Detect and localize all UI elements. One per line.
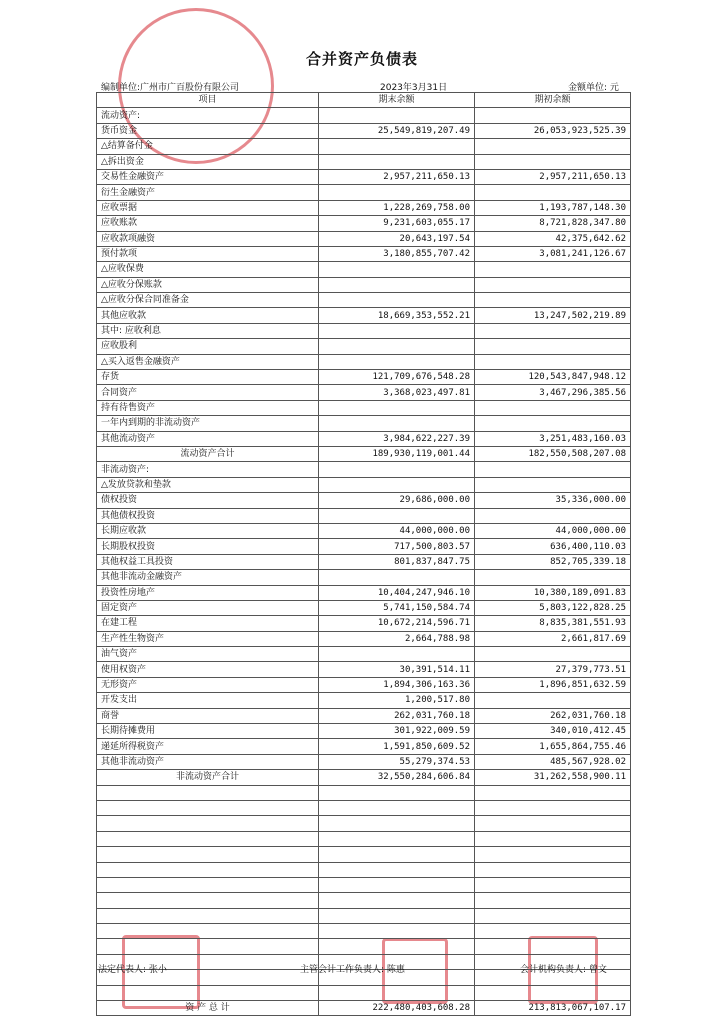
row-begin-balance: 42,375,642.62 [475, 231, 631, 246]
row-item-name: 一年内到期的非流动资产 [97, 416, 319, 431]
row-item-name: △应收分保账款 [97, 277, 319, 292]
table-header-row [97, 93, 631, 108]
row-end-balance [319, 908, 475, 923]
col-header-item: 项目 [97, 93, 319, 108]
row-item-name [97, 985, 319, 1000]
row-item-name: 衍生金融资产 [97, 185, 319, 200]
row-begin-balance [475, 477, 631, 492]
row-item-name: 应收票据 [97, 200, 319, 215]
row-begin-balance [475, 400, 631, 415]
row-item-name: △拆出资金 [97, 154, 319, 169]
row-item-name: 应收股利 [97, 339, 319, 354]
table-row [97, 216, 631, 231]
row-end-balance: 1,894,306,163.36 [319, 677, 475, 692]
row-end-balance: 189,930,119,001.44 [319, 446, 475, 461]
row-item-name: 其他非流动金融资产 [97, 570, 319, 585]
row-item-name: 无形资产 [97, 677, 319, 692]
row-item-name: 递延所得税资产 [97, 739, 319, 754]
row-item-name: 流动资产: [97, 108, 319, 123]
table-row [97, 554, 631, 569]
row-end-balance: 1,228,269,758.00 [319, 200, 475, 215]
row-end-balance: 29,686,000.00 [319, 493, 475, 508]
row-begin-balance: 44,000,000.00 [475, 523, 631, 538]
table-row [97, 385, 631, 400]
row-begin-balance [475, 293, 631, 308]
table-row [97, 662, 631, 677]
row-begin-balance: 1,896,851,632.59 [475, 677, 631, 692]
row-end-balance: 801,837,847.75 [319, 554, 475, 569]
row-begin-balance: 2,957,211,650.13 [475, 169, 631, 184]
table-row [97, 647, 631, 662]
row-begin-balance [475, 847, 631, 862]
row-begin-balance [475, 785, 631, 800]
row-begin-balance [475, 800, 631, 815]
row-item-name: 非流动资产: [97, 462, 319, 477]
row-begin-balance: 3,467,296,385.56 [475, 385, 631, 400]
row-end-balance: 222,480,403,608.28 [319, 1001, 475, 1016]
row-begin-balance: 213,813,067,107.17 [475, 1001, 631, 1016]
company-name: 广州市广百股份有限公司 [140, 83, 240, 93]
row-begin-balance [475, 339, 631, 354]
table-row [97, 693, 631, 708]
table-row [97, 277, 631, 292]
row-end-balance [319, 339, 475, 354]
row-begin-balance: 8,721,828,347.80 [475, 216, 631, 231]
row-item-name: △结算备付金 [97, 139, 319, 154]
row-end-balance: 3,984,622,227.39 [319, 431, 475, 446]
table-row [97, 523, 631, 538]
table-row [97, 262, 631, 277]
row-item-name: 其他权益工具投资 [97, 554, 319, 569]
row-begin-balance [475, 108, 631, 123]
row-end-balance [319, 462, 475, 477]
table-row [97, 708, 631, 723]
row-end-balance: 18,669,353,552.21 [319, 308, 475, 323]
row-begin-balance [475, 647, 631, 662]
row-end-balance: 1,591,850,609.52 [319, 739, 475, 754]
row-item-name: 资 产 总 计 [97, 1001, 319, 1016]
row-end-balance: 30,391,514.11 [319, 662, 475, 677]
table-row [97, 1001, 631, 1016]
row-begin-balance: 10,380,189,091.83 [475, 585, 631, 600]
row-end-balance: 717,500,803.57 [319, 539, 475, 554]
row-begin-balance [475, 154, 631, 169]
row-begin-balance: 120,543,847,948.12 [475, 370, 631, 385]
balance-sheet-table [96, 92, 631, 1016]
accounting-head: 主管会计工作负责人: 陈惠 [300, 965, 405, 975]
row-begin-balance: 182,550,508,207.08 [475, 446, 631, 461]
table-row [97, 893, 631, 908]
table-row [97, 570, 631, 585]
col-header-end-balance: 期末余额 [319, 93, 475, 108]
table-row [97, 539, 631, 554]
row-begin-balance [475, 462, 631, 477]
table-row [97, 431, 631, 446]
row-begin-balance: 27,379,773.51 [475, 662, 631, 677]
row-begin-balance [475, 323, 631, 338]
table-row [97, 631, 631, 646]
table-row [97, 308, 631, 323]
row-item-name: △发放贷款和垫款 [97, 477, 319, 492]
row-end-balance [319, 831, 475, 846]
table-row [97, 446, 631, 461]
row-end-balance: 20,643,197.54 [319, 231, 475, 246]
row-begin-balance: 8,835,381,551.93 [475, 616, 631, 631]
row-item-name: 开发支出 [97, 693, 319, 708]
row-end-balance: 32,550,284,606.84 [319, 770, 475, 785]
row-end-balance [319, 416, 475, 431]
row-item-name: 非流动资产合计 [97, 770, 319, 785]
row-end-balance [319, 108, 475, 123]
row-begin-balance: 3,081,241,126.67 [475, 246, 631, 261]
table-row [97, 493, 631, 508]
row-item-name: 长期待摊费用 [97, 724, 319, 739]
row-end-balance: 5,741,150,584.74 [319, 600, 475, 615]
row-item-name: △应收保费 [97, 262, 319, 277]
table-row [97, 677, 631, 692]
row-item-name: △应收分保合同准备金 [97, 293, 319, 308]
table-row [97, 600, 631, 615]
row-begin-balance: 340,010,412.45 [475, 724, 631, 739]
row-end-balance: 10,404,247,946.10 [319, 585, 475, 600]
row-begin-balance [475, 985, 631, 1000]
row-end-balance [319, 785, 475, 800]
row-end-balance [319, 154, 475, 169]
table-row [97, 139, 631, 154]
row-end-balance: 1,200,517.80 [319, 693, 475, 708]
row-begin-balance: 1,655,864,755.46 [475, 739, 631, 754]
row-item-name: 预付款项 [97, 246, 319, 261]
row-begin-balance: 13,247,502,219.89 [475, 308, 631, 323]
row-end-balance [319, 985, 475, 1000]
row-item-name: 长期股权投资 [97, 539, 319, 554]
row-end-balance: 44,000,000.00 [319, 523, 475, 538]
row-begin-balance: 636,400,110.03 [475, 539, 631, 554]
row-begin-balance [475, 924, 631, 939]
table-row [97, 462, 631, 477]
row-end-balance [319, 924, 475, 939]
table-row [97, 370, 631, 385]
row-item-name: 流动资产合计 [97, 446, 319, 461]
row-end-balance [319, 400, 475, 415]
table-row [97, 477, 631, 492]
row-end-balance [319, 816, 475, 831]
row-item-name: 使用权资产 [97, 662, 319, 677]
accounting-dept-head: 会计机构负责人: 曾文 [520, 965, 607, 975]
row-item-name: 其他非流动资产 [97, 754, 319, 769]
row-end-balance [319, 862, 475, 877]
row-end-balance [319, 570, 475, 585]
table-row [97, 246, 631, 261]
row-item-name: 货币资金 [97, 123, 319, 138]
row-item-name: 在建工程 [97, 616, 319, 631]
row-begin-balance [475, 693, 631, 708]
row-end-balance: 301,922,009.59 [319, 724, 475, 739]
table-row [97, 724, 631, 739]
col-header-begin-balance: 期初余额 [475, 93, 631, 108]
row-begin-balance [475, 416, 631, 431]
row-end-balance [319, 262, 475, 277]
page-title: 合并资产负债表 [305, 50, 418, 68]
row-item-name: 长期应收款 [97, 523, 319, 538]
table-row [97, 924, 631, 939]
row-end-balance [319, 877, 475, 892]
table-row [97, 585, 631, 600]
row-begin-balance [475, 908, 631, 923]
row-item-name: 存货 [97, 370, 319, 385]
row-item-name: 应收账款 [97, 216, 319, 231]
row-begin-balance: 2,661,817.69 [475, 631, 631, 646]
legal-representative: 法定代表人: 张小 [98, 965, 167, 975]
row-begin-balance: 5,803,122,828.25 [475, 600, 631, 615]
row-item-name [97, 908, 319, 923]
row-begin-balance: 31,262,558,900.11 [475, 770, 631, 785]
row-end-balance [319, 185, 475, 200]
row-item-name: 投资性房地产 [97, 585, 319, 600]
row-item-name [97, 939, 319, 954]
unit-prefix: 编制单位: [101, 83, 141, 93]
row-begin-balance [475, 262, 631, 277]
row-end-balance: 2,664,788.98 [319, 631, 475, 646]
row-end-balance: 25,549,819,207.49 [319, 123, 475, 138]
table-row [97, 508, 631, 523]
row-begin-balance: 852,705,339.18 [475, 554, 631, 569]
row-begin-balance [475, 816, 631, 831]
row-begin-balance [475, 877, 631, 892]
row-item-name [97, 893, 319, 908]
row-end-balance: 9,231,603,055.17 [319, 216, 475, 231]
table-row [97, 200, 631, 215]
table-row [97, 862, 631, 877]
row-end-balance: 3,180,855,707.42 [319, 246, 475, 261]
table-row [97, 800, 631, 815]
row-item-name [97, 785, 319, 800]
row-item-name [97, 924, 319, 939]
row-begin-balance: 485,567,928.02 [475, 754, 631, 769]
row-item-name: 合同资产 [97, 385, 319, 400]
row-end-balance [319, 939, 475, 954]
row-item-name [97, 831, 319, 846]
row-item-name: 生产性生物资产 [97, 631, 319, 646]
row-end-balance [319, 893, 475, 908]
table-row [97, 785, 631, 800]
table-row [97, 770, 631, 785]
table-row [97, 354, 631, 369]
row-begin-balance [475, 277, 631, 292]
table-row [97, 123, 631, 138]
table-row [97, 154, 631, 169]
row-begin-balance [475, 893, 631, 908]
row-item-name: 应收款项融资 [97, 231, 319, 246]
table-row [97, 908, 631, 923]
row-item-name: 其他债权投资 [97, 508, 319, 523]
row-item-name [97, 877, 319, 892]
row-end-balance [319, 354, 475, 369]
currency-unit: 金额单位: 元 [568, 83, 619, 93]
row-item-name: 固定资产 [97, 600, 319, 615]
row-end-balance [319, 847, 475, 862]
row-end-balance [319, 647, 475, 662]
row-item-name: △买入返售金融资产 [97, 354, 319, 369]
row-end-balance: 262,031,760.18 [319, 708, 475, 723]
row-begin-balance [475, 862, 631, 877]
table-row [97, 816, 631, 831]
row-end-balance: 2,957,211,650.13 [319, 169, 475, 184]
row-end-balance [319, 477, 475, 492]
table-row [97, 185, 631, 200]
row-end-balance [319, 139, 475, 154]
row-begin-balance: 1,193,787,148.30 [475, 200, 631, 215]
table-row [97, 293, 631, 308]
table-row [97, 169, 631, 184]
table-row [97, 831, 631, 846]
table-row [97, 231, 631, 246]
table-row [97, 400, 631, 415]
row-item-name [97, 847, 319, 862]
table-row [97, 108, 631, 123]
table-row [97, 847, 631, 862]
row-end-balance [319, 277, 475, 292]
row-begin-balance [475, 508, 631, 523]
row-item-name: 商誉 [97, 708, 319, 723]
table-row [97, 416, 631, 431]
row-begin-balance: 35,336,000.00 [475, 493, 631, 508]
row-end-balance [319, 293, 475, 308]
table-row [97, 754, 631, 769]
row-item-name: 其他应收款 [97, 308, 319, 323]
table-row [97, 985, 631, 1000]
row-item-name [97, 862, 319, 877]
row-begin-balance [475, 570, 631, 585]
row-end-balance [319, 508, 475, 523]
row-item-name [97, 800, 319, 815]
row-begin-balance: 262,031,760.18 [475, 708, 631, 723]
row-begin-balance [475, 831, 631, 846]
row-begin-balance [475, 354, 631, 369]
row-item-name: 其中: 应收利息 [97, 323, 319, 338]
row-begin-balance: 3,251,483,160.03 [475, 431, 631, 446]
row-begin-balance [475, 185, 631, 200]
table-row [97, 877, 631, 892]
row-begin-balance [475, 939, 631, 954]
row-item-name: 其他流动资产 [97, 431, 319, 446]
row-end-balance: 121,709,676,548.28 [319, 370, 475, 385]
report-date: 2023年3月31日 [380, 83, 448, 93]
row-begin-balance [475, 139, 631, 154]
row-item-name: 持有待售资产 [97, 400, 319, 415]
row-end-balance: 3,368,023,497.81 [319, 385, 475, 400]
row-begin-balance: 26,053,923,525.39 [475, 123, 631, 138]
row-end-balance [319, 323, 475, 338]
row-end-balance [319, 800, 475, 815]
row-end-balance: 55,279,374.53 [319, 754, 475, 769]
row-item-name: 债权投资 [97, 493, 319, 508]
table-row [97, 739, 631, 754]
table-row [97, 939, 631, 954]
row-end-balance: 10,672,214,596.71 [319, 616, 475, 631]
table-row [97, 339, 631, 354]
table-row [97, 323, 631, 338]
row-item-name [97, 816, 319, 831]
table-row [97, 616, 631, 631]
row-item-name: 交易性金融资产 [97, 169, 319, 184]
row-item-name: 油气资产 [97, 647, 319, 662]
